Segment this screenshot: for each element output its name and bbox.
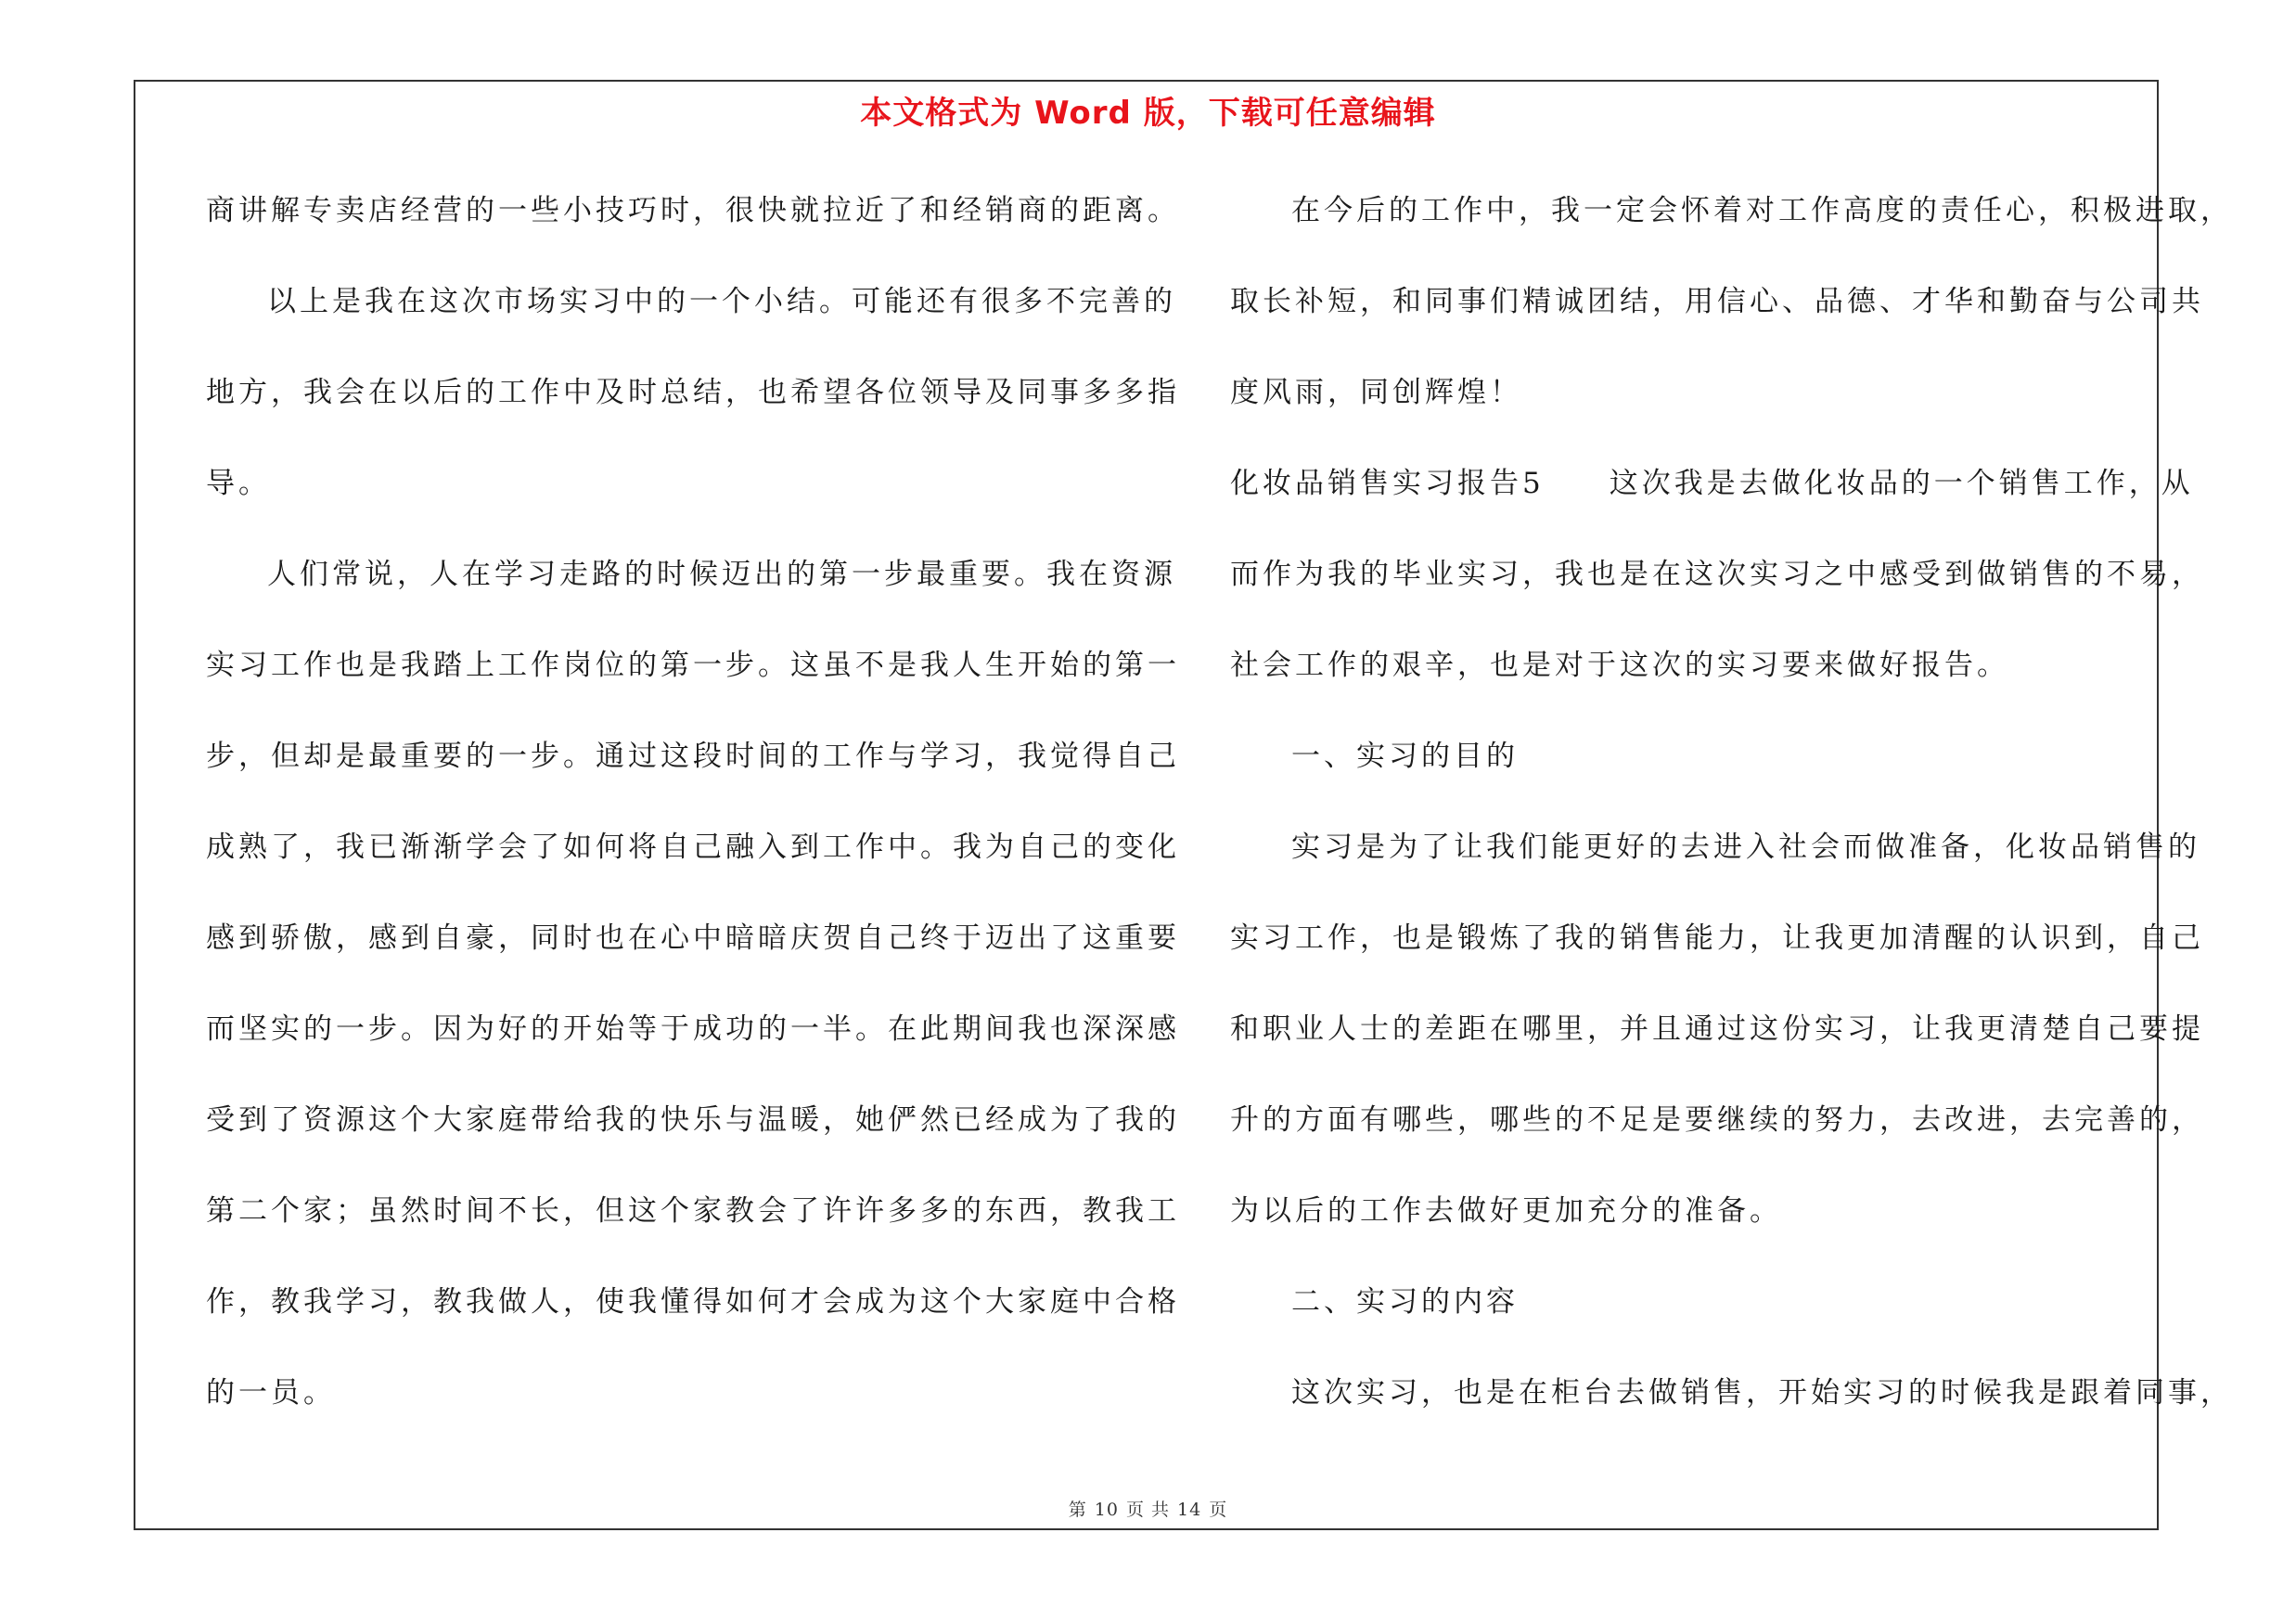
text-line: 取长补短，和同事们精诚团结，用信心、品德、才华和勤奋与公司共 [1230,285,2204,318]
left-text-column [206,182,1180,1455]
footer-total-pages: 14 [1177,1500,1202,1520]
text-line: 在今后的工作中，我一定会怀着对工作高度的责任心，积极进取， [1291,194,2233,227]
text-line: 实习是为了让我们能更好的去进入社会而做准备，化妆品销售的 [1291,831,2200,864]
text-line: 作，教我学习，教我做人，使我懂得如何才会成为这个大家庭中合格 [206,1285,1180,1319]
page-footer [0,1496,2296,1521]
text-line: 人们常说，人在学习走路的时候迈出的第一步最重要。我在资源 [267,558,1176,591]
text-line: 步，但却是最重要的一步。通过这段时间的工作与学习，我觉得自己 [206,740,1180,773]
text-line: 地方，我会在以后的工作中及时总结，也希望各位领导及同事多多指 [206,376,1180,409]
text-line: 二、实习的内容 [1291,1285,1519,1319]
right-text-column [1230,182,2233,1455]
text-line: 而作为我的毕业实习，我也是在这次实习之中感受到做销售的不易， [1230,558,2204,591]
text-line: 成熟了，我已渐渐学会了如何将自己融入到工作中。我为自己的变化 [206,831,1180,864]
text-line: 一、实习的目的 [1291,740,1519,773]
text-line: 实习工作，也是锻炼了我的销售能力，让我更加清醒的认识到，自己 [1230,921,2204,955]
text-line: 化妆品销售实习报告5 这次我是去做化妆品的一个销售工作，从 [1230,467,2194,500]
text-line: 导。 [206,467,271,500]
text-line: 的一员。 [206,1376,336,1410]
document-banner: 本文格式为 Word 版，下载可任意编辑 [860,95,1436,132]
footer-current-page: 10 [1094,1500,1119,1520]
footer-mid: 页 共 [1125,1500,1171,1520]
text-line: 以上是我在这次市场实习中的一个小结。可能还有很多不完善的 [267,285,1176,318]
text-line: 受到了资源这个大家庭带给我的快乐与温暖，她俨然已经成为了我的 [206,1103,1180,1137]
text-line: 第二个家；虽然时间不长，但这个家教会了许许多多的东西，教我工 [206,1194,1180,1228]
text-line: 升的方面有哪些，哪些的不足是要继续的努力，去改进，去完善的， [1230,1103,2204,1137]
text-line: 感到骄傲，感到自豪，同时也在心中暗暗庆贺自己终于迈出了这重要 [206,921,1180,955]
text-line: 社会工作的艰辛，也是对于这次的实习要来做好报告。 [1230,649,2009,682]
text-line: 实习工作也是我踏上工作岗位的第一步。这虽不是我人生开始的第一 [206,649,1180,682]
text-line: 这次实习，也是在柜台去做销售，开始实习的时候我是跟着同事， [1291,1376,2233,1410]
text-line: 和职业人士的差距在哪里，并且通过这份实习，让我更清楚自己要提 [1230,1012,2204,1046]
footer-prefix: 第 [1068,1500,1087,1520]
text-line: 商讲解专卖店经营的一些小技巧时，很快就拉近了和经销商的距离。 [206,194,1180,227]
footer-suffix: 页 [1209,1500,1228,1520]
text-line: 为以后的工作去做好更加充分的准备。 [1230,1194,1782,1228]
text-line: 而坚实的一步。因为好的开始等于成功的一半。在此期间我也深深感 [206,1012,1180,1046]
text-line: 度风雨，同创辉煌！ [1230,376,1522,409]
